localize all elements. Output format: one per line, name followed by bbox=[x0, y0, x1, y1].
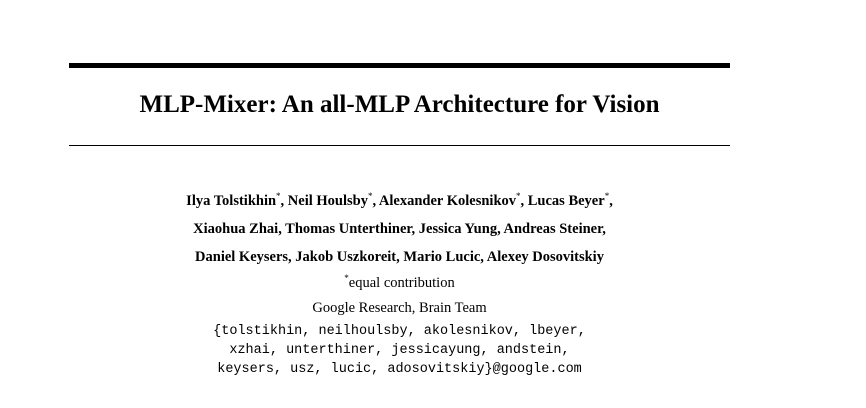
author-line-1 bbox=[69, 191, 730, 211]
email-line-2: xzhai, unterthiner, jessicayung, andstein, bbox=[229, 343, 570, 358]
author-line-2: Xiaohua Zhai, Thomas Unterthiner, Jessica Yung, Andreas Steiner, bbox=[193, 221, 606, 237]
bottom-thin-rule bbox=[69, 145, 730, 146]
equal-contribution-mark: * bbox=[604, 191, 610, 202]
paper-title: MLP-Mixer: An all-MLP Architecture for Vision bbox=[139, 91, 660, 118]
top-thick-rule bbox=[69, 63, 730, 68]
equal-contribution-mark: * bbox=[344, 273, 349, 284]
author-name: Ilya Tolstikhin bbox=[186, 193, 277, 209]
author-separator: , bbox=[520, 193, 528, 209]
equal-contribution-mark: * bbox=[367, 191, 373, 202]
author-name: Lucas Beyer bbox=[527, 193, 605, 209]
author-separator: , bbox=[280, 193, 288, 209]
author-separator: , bbox=[609, 193, 613, 209]
author-separator: , bbox=[372, 193, 379, 209]
email-line-3: keysers, usz, lucic, adosovitskiy}@google.com bbox=[217, 362, 582, 377]
equal-contribution-mark: * bbox=[276, 191, 281, 202]
email-line-1: {tolstikhin, neilhoulsby, akolesnikov, lbeyer, bbox=[213, 324, 586, 339]
author-name: Alexander Kolesnikov bbox=[378, 193, 517, 209]
author-name: Neil Houlsby bbox=[287, 193, 368, 209]
equal-contribution-text: equal contribution bbox=[348, 275, 455, 291]
affiliation: Google Research, Brain Team bbox=[312, 300, 487, 316]
equal-contribution-mark: * bbox=[516, 191, 521, 202]
equal-contribution-note bbox=[69, 273, 730, 293]
author-line-3: Daniel Keysers, Jakob Uszkoreit, Mario Lucic, Alexey Dosovitskiy bbox=[195, 249, 604, 265]
